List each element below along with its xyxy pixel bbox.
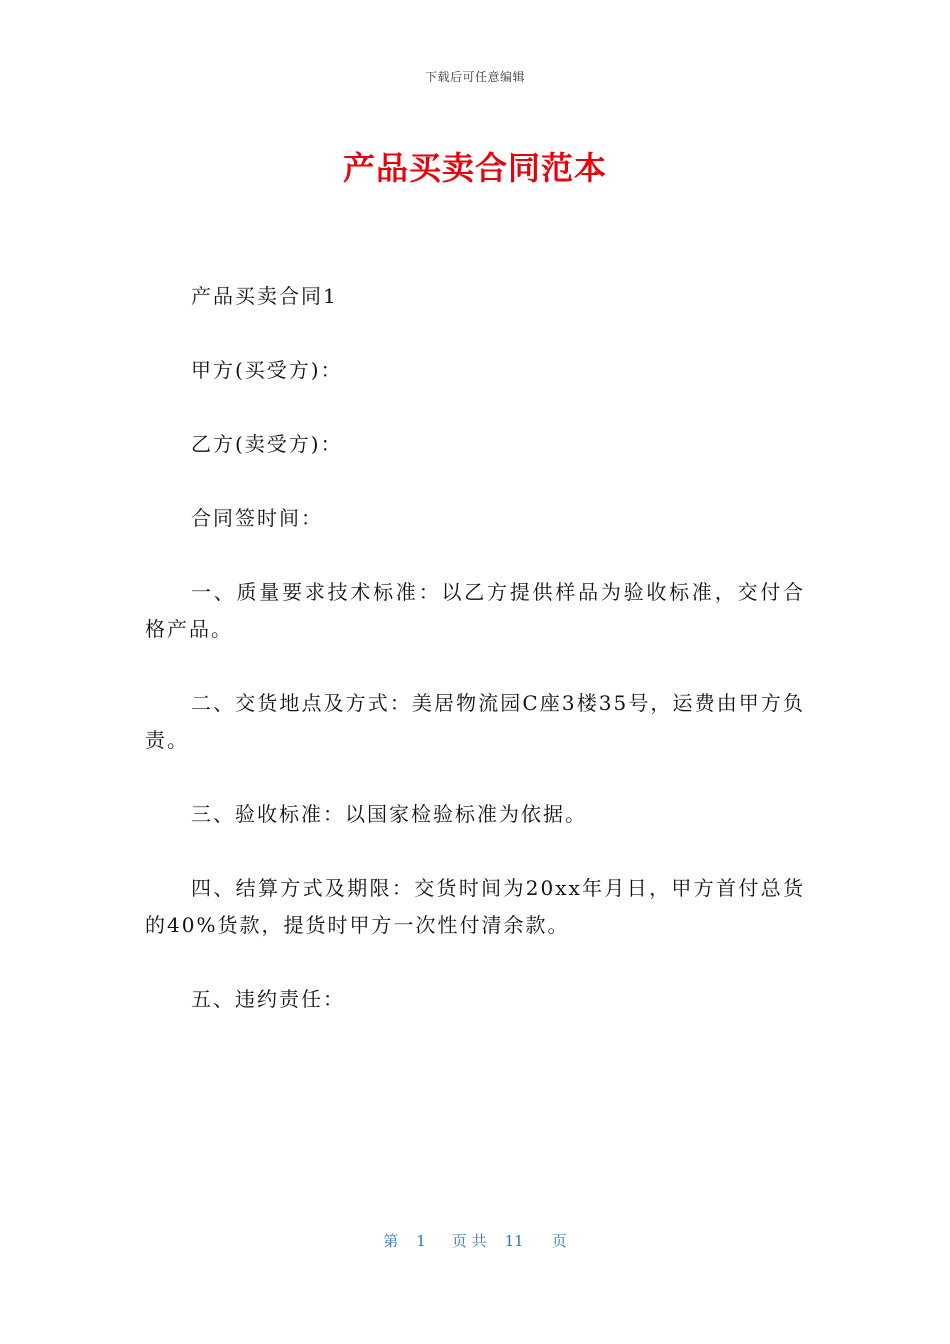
paragraph-clause-settlement: 四、结算方式及期限：交货时间为20xx年月日，甲方首付总货的40%货款，提货时甲方一次性付清余款。	[145, 876, 805, 937]
page-footer	[0, 1230, 950, 1251]
paragraph-contract-heading: 产品买卖合同1	[191, 284, 338, 308]
paragraph-clause-acceptance: 三、验收标准：以国家检验标准为依据。	[191, 802, 587, 826]
paragraph-clause-delivery: 二、交货地点及方式：美居物流园C座3楼35号，运费由甲方负责。	[145, 691, 805, 752]
document-title: 产品买卖合同范本	[342, 149, 607, 187]
footer-current-page: 1	[416, 1232, 426, 1250]
document-body	[145, 278, 805, 1055]
paragraph-party-a: 甲方(买受方)：	[191, 358, 343, 382]
paragraph-clause-quality: 一、质量要求技术标准：以乙方提供样品为验收标准，交付合格产品。	[145, 580, 805, 641]
paragraph-clause-liability: 五、违约责任：	[191, 987, 345, 1011]
paragraph-party-b: 乙方(卖受方)：	[191, 432, 343, 456]
header-note: 下载后可任意编辑	[424, 70, 525, 84]
footer-suffix: 页	[551, 1232, 567, 1250]
footer-prefix: 第	[383, 1232, 399, 1250]
footer-total-pages: 11	[504, 1232, 524, 1250]
paragraph-sign-time: 合同签时间：	[191, 506, 323, 530]
footer-middle: 页 共	[451, 1232, 487, 1250]
